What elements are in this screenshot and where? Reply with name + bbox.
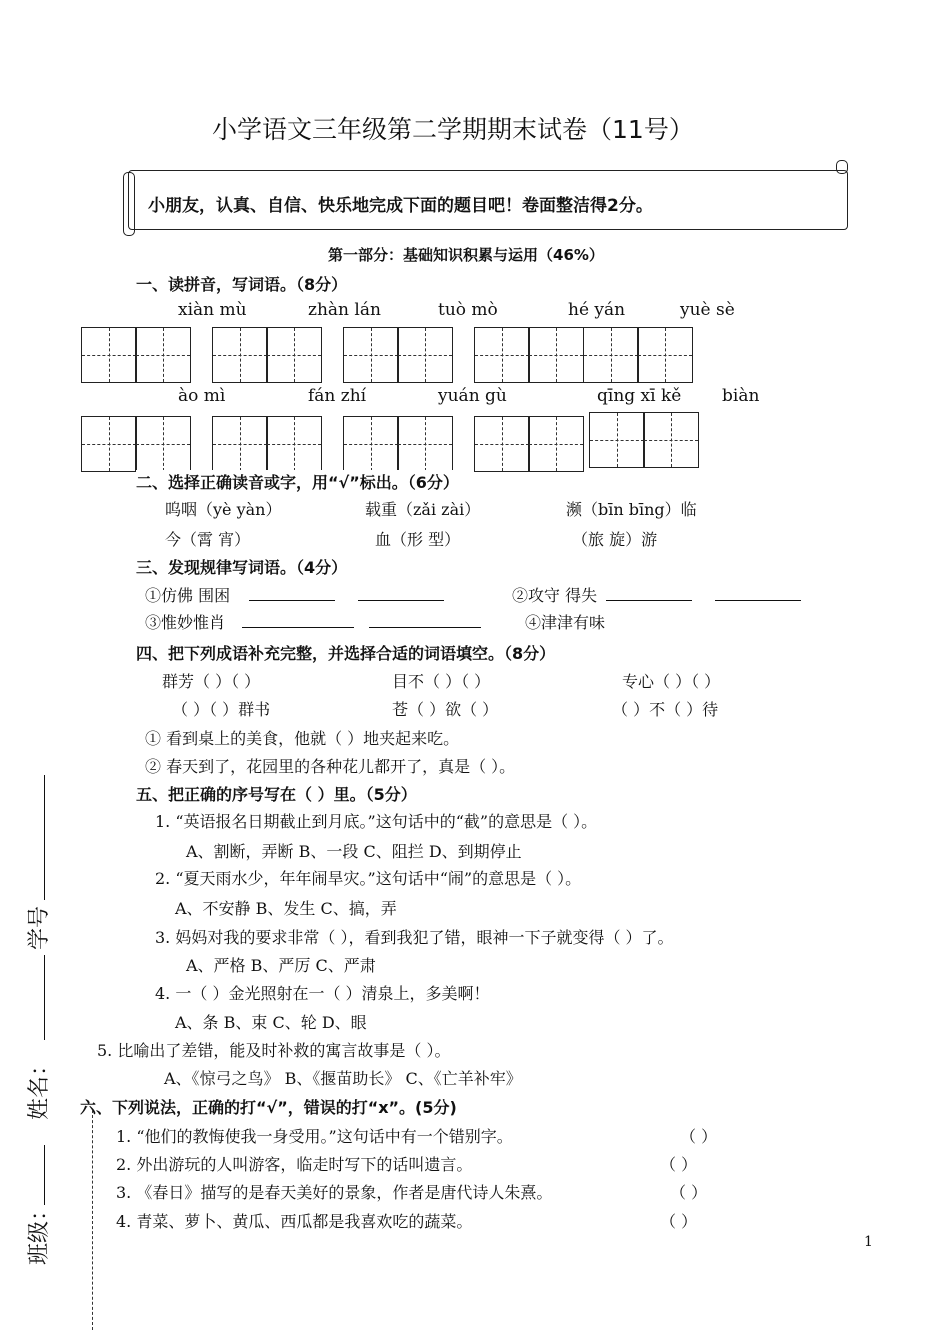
s6-answer-2[interactable]: （ ） [660, 1155, 698, 1174]
s5-question-4: 4. 一（ ）金光照射在一（ ）清泉上，多美啊！ [155, 984, 490, 1003]
student-number-label: 学号 [27, 905, 52, 950]
s2-item-2: 载重（zǎi zài） [365, 500, 481, 519]
class-label: 班级： [27, 1198, 52, 1265]
s2-item-1: 呜咽（yè yàn） [165, 500, 282, 519]
s3-item-4: ④津津有味 [525, 613, 606, 632]
pinyin-5: yuè sè [680, 300, 735, 320]
binding-dashed-line [92, 1110, 93, 1330]
pinyin-3: tuò mò [438, 300, 498, 320]
pinyin-1: xiàn mù [178, 300, 247, 320]
pinyin-6: ào mì [178, 386, 226, 406]
exam-title: 小学语文三年级第二学期期末试卷（11号） [212, 115, 694, 144]
s3-item-1 [145, 583, 444, 606]
s6-statement-2: 2. 外出游玩的人叫游客，临走时写下的话叫遗言。 [116, 1155, 473, 1174]
writing-grid-4[interactable] [475, 327, 693, 383]
s3-item-2 [512, 583, 801, 606]
s3-item-2-text: ②攻守 得失 [512, 586, 598, 605]
answer-blank[interactable] [606, 586, 692, 601]
part1-title: 第一部分：基础知识积累与运用（46%） [328, 246, 604, 264]
s5-options-5: A、《惊弓之鸟》 B、《揠苗助长》 C、《亡羊补牢》 [164, 1069, 522, 1088]
answer-blank[interactable] [242, 613, 354, 628]
s5-options-4: A、条 B、束 C、轮 D、眼 [175, 1013, 367, 1032]
pinyin-10: biàn [722, 386, 760, 406]
s4-idiom-4: （ ）（ ）群书 [172, 700, 271, 719]
pinyin-2: zhàn lán [308, 300, 381, 320]
s4-question-1: ① 看到桌上的美食，他就（ ）地夹起来吃。 [145, 729, 460, 748]
s6-statement-1: 1. “他们的教悔使我一身受用。”这句话中有一个错别字。 [116, 1127, 513, 1146]
s2-item-3: 濒（bīn bīng）临 [566, 500, 697, 519]
s5-options-3: A、严格 B、严厉 C、严肃 [186, 956, 376, 975]
binding-line-upper [44, 775, 45, 900]
s4-idiom-1: 群芳（ ）（ ） [162, 672, 261, 691]
answer-blank[interactable] [358, 586, 444, 601]
s4-idiom-5: 苍（ ）欲（ ） [392, 700, 499, 719]
s2-item-4: 今（霄 宵） [165, 530, 251, 549]
s4-idiom-6: （ ）不（ ）待 [612, 700, 719, 719]
s4-idiom-2: 目不（ ）（ ） [392, 672, 491, 691]
s6-answer-4[interactable]: （ ） [660, 1212, 698, 1231]
s5-options-1: A、割断，弄断 B、一段 C、阻拦 D、到期停止 [186, 842, 522, 861]
s5-question-5: 5. 比喻出了差错，能及时补救的寓言故事是（ ）。 [97, 1041, 451, 1060]
pinyin-4: hé yán [568, 300, 626, 320]
answer-blank[interactable] [715, 586, 801, 601]
page-number: 1 [864, 1234, 873, 1250]
writing-grid-1[interactable] [82, 327, 191, 383]
pinyin-8: yuán gù [438, 386, 507, 406]
section3-title: 三、发现规律写词语。（4分） [136, 558, 348, 577]
answer-blank[interactable] [249, 586, 335, 601]
s5-options-2: A、不安静 B、发生 C、搞，弄 [175, 899, 397, 918]
s3-item-1-text: ①仿佛 围困 [145, 586, 231, 605]
section2-title: 二、选择正确读音或字，用“√”标出。（6分） [136, 470, 459, 493]
pinyin-9: qīng xī kě [597, 386, 682, 406]
writing-grid-2[interactable] [213, 327, 322, 383]
section1-title: 一、读拼音，写词语。（8分） [136, 275, 348, 294]
s6-statement-4: 4. 青菜、萝卜、黄瓜、西瓜都是我喜欢吃的蔬菜。 [116, 1212, 473, 1231]
pinyin-7: fán zhí [308, 386, 367, 406]
s5-question-2: 2. “夏天雨水少，年年闹旱灾。”这句话中“闹”的意思是（ ）。 [155, 869, 582, 888]
student-name-label: 姓名： [27, 1053, 52, 1120]
writing-grid-9[interactable] [590, 412, 699, 468]
s4-question-2: ② 春天到了，花园里的各种花儿都开了，真是（ ）。 [145, 757, 516, 776]
section4-title: 四、把下列成语补充完整，并选择合适的词语填空。（8分） [136, 644, 556, 663]
s6-answer-3[interactable]: （ ） [670, 1183, 708, 1202]
writing-grid-6[interactable] [213, 416, 322, 472]
section6-title: 六、下列说法，正确的打“√”，错误的打“x”。(5分) [80, 1098, 457, 1117]
writing-grid-5[interactable] [82, 416, 191, 472]
s2-item-5: 血（形 型） [375, 530, 461, 549]
binding-line-middle [44, 955, 45, 1040]
s3-item-3 [145, 610, 481, 633]
s6-answer-1[interactable]: （ ） [680, 1127, 718, 1146]
section5-title: 五、把正确的序号写在（ ）里。（5分） [136, 785, 417, 804]
s5-question-1: 1. “英语报名日期截止到月底。”这句话中的“截”的意思是（ ）。 [155, 812, 598, 831]
banner-text: 小朋友，认真、自信、快乐地完成下面的题目吧！卷面整洁得2分。 [148, 196, 653, 216]
writing-grid-3[interactable] [344, 327, 453, 383]
scroll-decoration-left [123, 172, 135, 236]
s2-item-6: （旅 旋）游 [572, 530, 658, 549]
s3-item-3-text: ③惟妙惟肖 [145, 613, 226, 632]
answer-blank[interactable] [369, 613, 481, 628]
s5-question-3: 3. 妈妈对我的要求非常（ ），看到我犯了错，眼神一下子就变得（ ）了。 [155, 928, 674, 947]
writing-grid-7[interactable] [344, 416, 453, 472]
binding-line-lower [44, 1145, 45, 1205]
writing-grid-8[interactable] [475, 416, 584, 472]
s4-idiom-3: 专心（ ）（ ） [622, 672, 721, 691]
s6-statement-3: 3. 《春日》描写的是春天美好的景象，作者是唐代诗人朱熹。 [116, 1183, 553, 1202]
